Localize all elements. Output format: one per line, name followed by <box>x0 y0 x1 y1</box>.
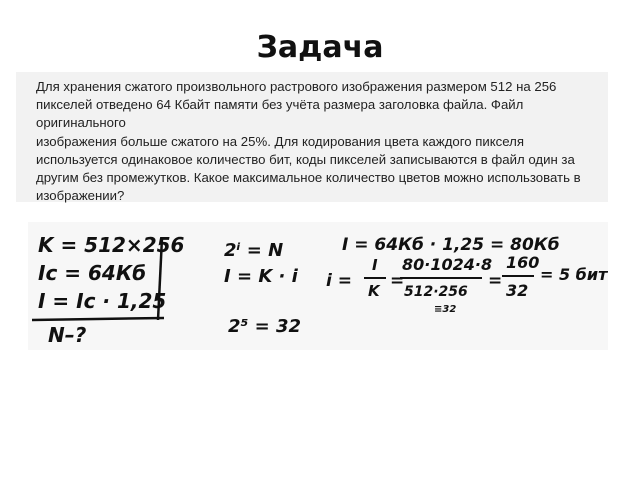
frac1-num: I <box>372 256 378 274</box>
task-statement-box <box>16 72 608 202</box>
find-n: N–? <box>48 323 87 347</box>
task-line: другим без промежутков. Какое максимальное количество цветов можно использовать в <box>36 170 581 186</box>
task-line: пикселей отведено 64 Кбайт памяти без учёта размера заголовка файла. Файл оригинального <box>36 97 524 131</box>
calc-i-label: i = <box>326 271 352 291</box>
given-i-formula: I = Iс · 1,25 <box>38 289 167 313</box>
given-horizontal-line <box>32 318 164 320</box>
frac1-den: K <box>368 282 380 300</box>
calc-result: = 5 бит <box>540 265 608 284</box>
handwritten-solution <box>28 222 608 350</box>
task-line: используется одинаковое количество бит, коды пикселей записываются в файл один за <box>36 151 575 167</box>
task-line: изображении? <box>36 188 125 204</box>
frac3-den: 32 <box>506 281 529 300</box>
formula-volume: I = K · i <box>224 266 298 287</box>
formula-power: 2ⁱ = N <box>224 240 284 261</box>
frac3-num: 160 <box>506 253 540 272</box>
given-k: K = 512×256 <box>38 233 185 257</box>
answer-n: 2⁵ = 32 <box>228 316 302 337</box>
task-statement <box>36 78 596 205</box>
page-title: Задача <box>256 30 384 65</box>
task-line: изображения больше сжатого на 25%. Для кодирования цвета каждого пикселя <box>36 133 525 149</box>
given-ic: Iс = 64Кб <box>38 261 147 285</box>
calc-i-total: I = 64Кб · 1,25 = 80Кб <box>342 235 560 255</box>
equals-sign: = <box>390 271 405 291</box>
solution-drawing <box>28 222 608 350</box>
frac2-num: 80·1024·8 <box>402 255 493 274</box>
frac2-den: 512·256 <box>404 284 468 300</box>
calc-note: ≡32 <box>434 304 457 315</box>
equals-sign-2: = <box>488 271 503 291</box>
task-line: Для хранения сжатого произвольного растрового изображения размером 512 на 256 <box>36 79 557 94</box>
